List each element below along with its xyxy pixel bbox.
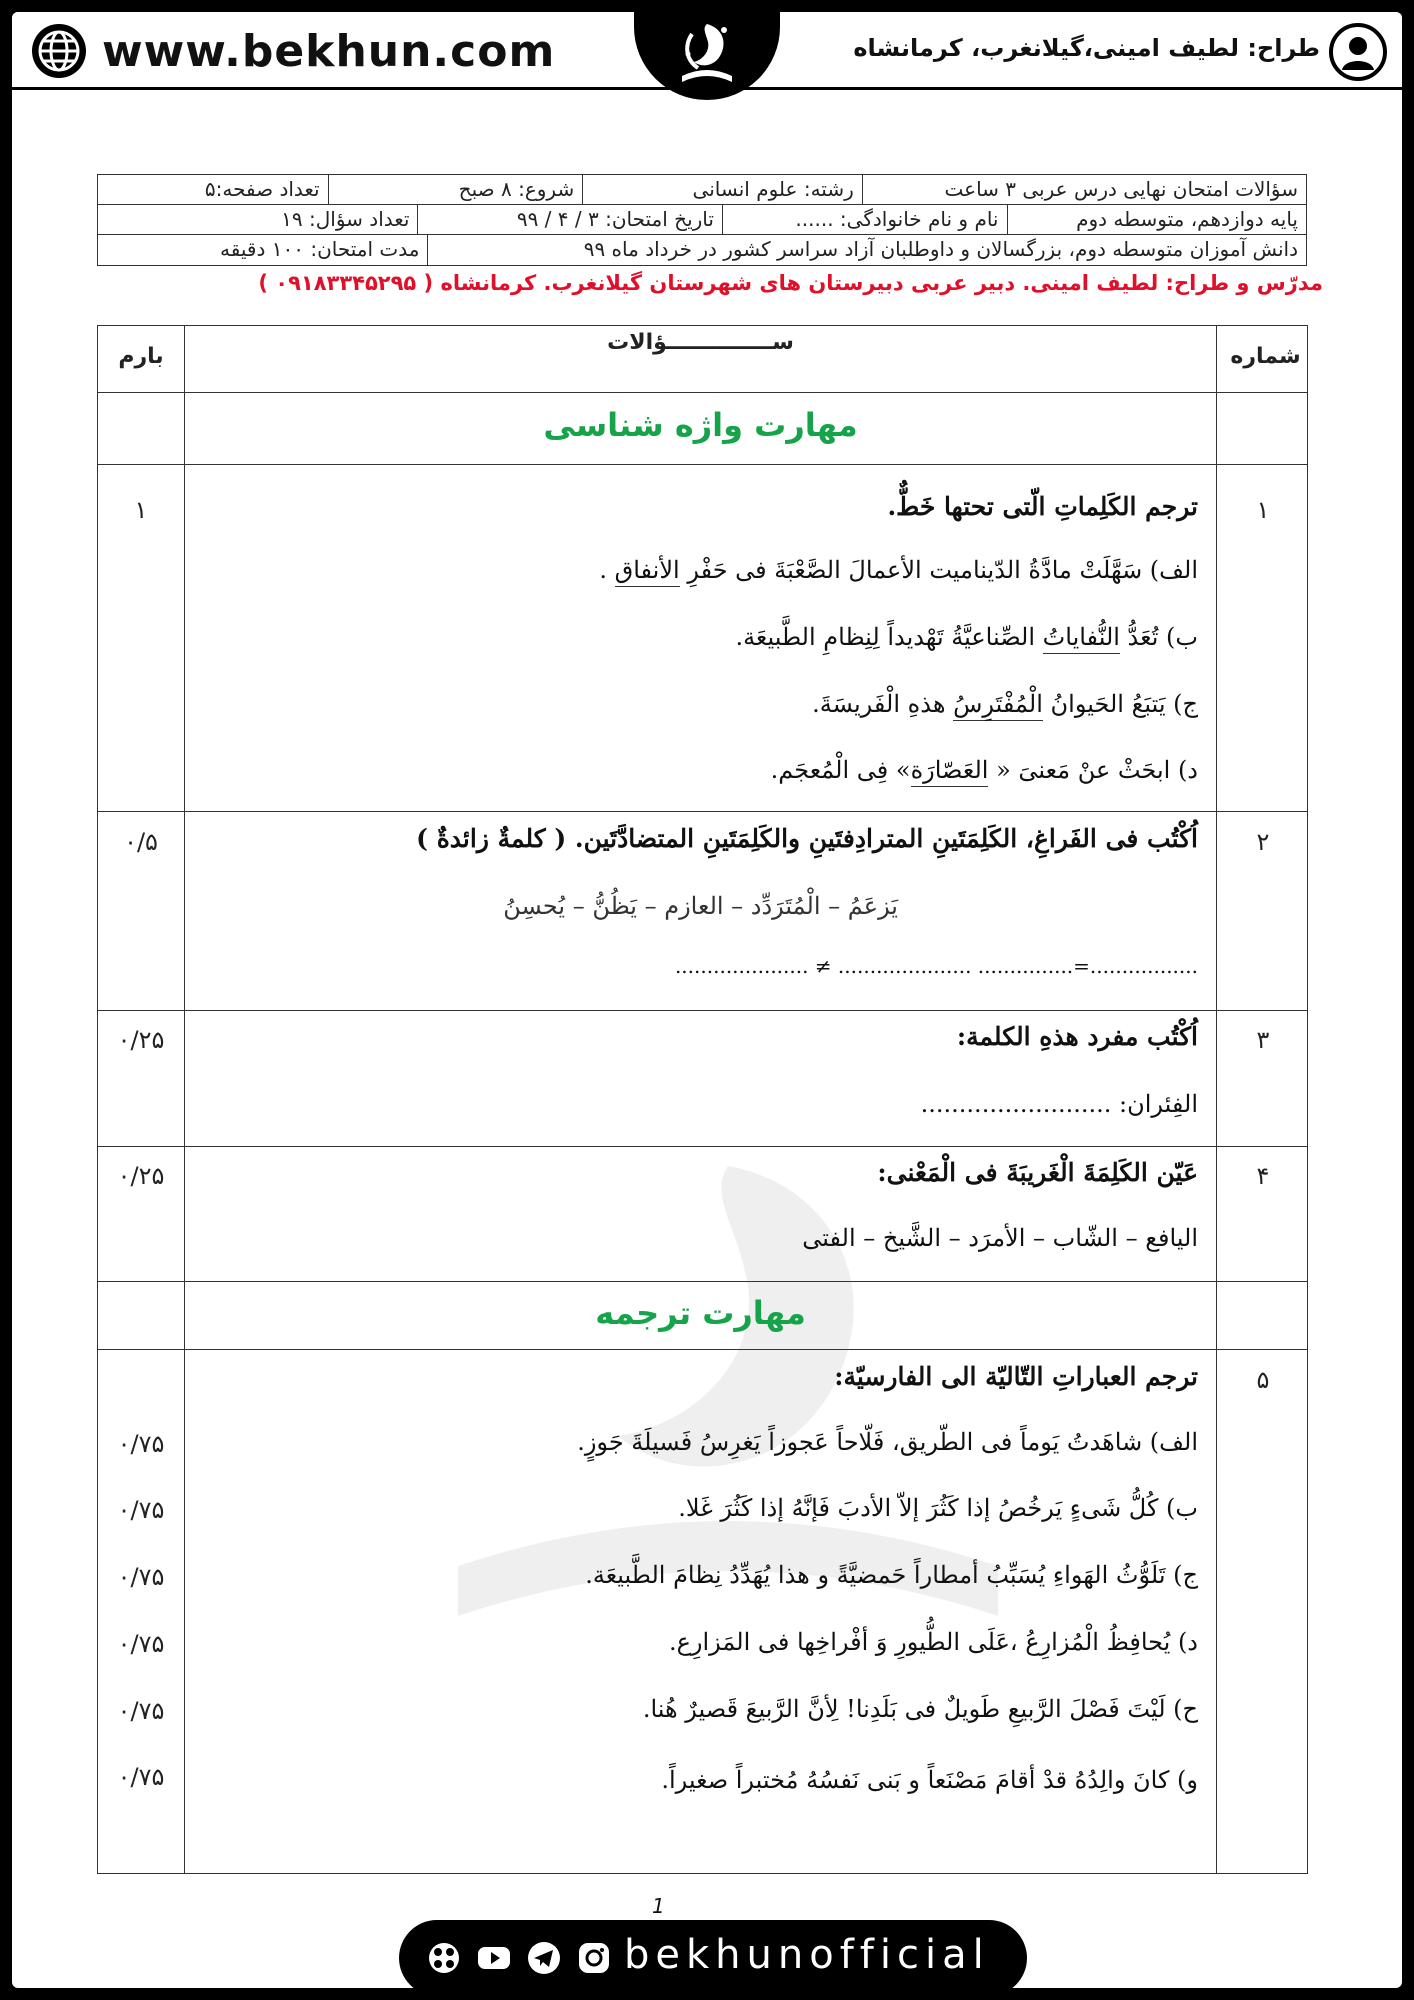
question-title: اُکْتُب فی الفَراغِ، الکَلِمَتَینِ المترادِفتَینِ والکَلِمَتَینِ المتضادَّتَین. ( کلمةٌ زائدةٌ )	[416, 824, 1198, 853]
question-title: عَیّن الکَلِمَةَ الْغَریبَةَ فی الْمَعْنی:	[877, 1158, 1198, 1187]
question-number: ۳	[1256, 1026, 1270, 1054]
question-line: د) یُحافِظُ الْمُزارِعُ ،عَلَی الطُّیورِ وَ أفْراخِها فی المَزارِع.	[668, 1628, 1198, 1656]
column-divider	[184, 326, 185, 1873]
site-url[interactable]: www.bekhun.com	[102, 26, 556, 77]
header-number: شماره	[1230, 344, 1301, 369]
questions-table	[97, 325, 1308, 1874]
line-text: الصِّناعیَّةُ تَهْدیداً لِنِظامِ الطَّبیعَة.	[735, 623, 1043, 651]
designer-credit: طراح: لطیف امینی،گیلانغرب، کرمانشاه	[853, 34, 1320, 62]
info-cell: تاریخ امتحان: ۳ / ۴ / ۹۹	[417, 205, 722, 234]
question-score: ۰/۷۵	[117, 1697, 165, 1725]
info-cell: تعداد سؤال: ۱۹	[281, 207, 410, 231]
logo-book-icon	[662, 16, 752, 96]
question-title: ترجم العباراتِ التّالیّة الی الفارسیّة:	[834, 1362, 1198, 1391]
info-cell: تعداد صفحه:۵	[204, 177, 320, 201]
row-divider	[98, 464, 1307, 465]
header-score: بارم	[118, 344, 164, 369]
teacher-credit: مدرّس و طراح: لطیف امینی. دبیر عربی دبیرستان های شهرستان گیلانغرب. کرمانشاه ( ۰۹۱۸۳۳۴۵۲۹۵ )	[258, 271, 1323, 295]
youtube-icon[interactable]	[475, 1939, 513, 1977]
line-text: ج) یَتبَعُ الحَیوانُ	[1042, 690, 1198, 718]
question-score: ۰/۷۵	[117, 1763, 165, 1791]
question-number: ۱	[1256, 496, 1270, 524]
header-bar	[12, 12, 1402, 90]
question-score: ۰/۷۵	[117, 1430, 165, 1458]
row-divider	[98, 392, 1307, 393]
question-line: و) کانَ والِدُهُ قدْ أقامَ مَصْنَعاً و بَنی نَفسُهُ مُختبراً صغیراً.	[661, 1766, 1198, 1794]
row-divider	[98, 811, 1307, 812]
info-row	[98, 205, 1306, 235]
globe-icon	[30, 22, 88, 80]
social-footer	[399, 1920, 1027, 1988]
instagram-icon[interactable]	[575, 1939, 613, 1977]
line-text: د) ابحَثْ عنْ مَعنیَ «	[988, 756, 1198, 784]
underlined-word: الأنفاق	[615, 556, 680, 587]
question-line: الف) شاهَدتُ یَوماً فی الطّریق، فَلّاحاً عَجوزاً یَغرِسُ فَسیلَةَ جَوزٍ.	[577, 1428, 1198, 1456]
user-avatar-icon	[1328, 22, 1388, 82]
question-score: ۰/۷۵	[117, 1563, 165, 1591]
word-bank: یَزعَمُ – الْمُتَرَدِّد – العازم – یَظُنُّ – یُحسِنُ	[503, 892, 898, 920]
info-cell: پایه دوازدهم، متوسطه دوم	[1007, 205, 1307, 234]
social-handle[interactable]: bekhunofficial	[624, 1932, 990, 1978]
question-line[interactable]: الفِئران: .........................	[920, 1090, 1198, 1118]
question-number: ۲	[1256, 828, 1270, 856]
info-row	[98, 175, 1306, 205]
question-score: ۱	[134, 496, 148, 524]
exam-page	[12, 12, 1402, 1988]
row-divider	[98, 1281, 1307, 1282]
answer-blanks[interactable]: .................=............... ..................... ≠ .....................	[674, 954, 1198, 978]
bekhun-logo	[634, 12, 780, 100]
info-cell: مدت امتحان: ۱۰۰ دقیقه	[220, 237, 420, 261]
row-divider	[98, 1146, 1307, 1147]
question-line: ح) لَیْتَ فَصْلَ الرَّبیعِ طَویلٌ فی بَلَدِنا! لِأنَّ الرَّبیعَ قَصیرٌ هُنا.	[642, 1695, 1198, 1723]
info-cell: سؤالات امتحان نهایی درس عربی ۳ ساعت	[862, 175, 1306, 204]
question-line	[198, 690, 1198, 718]
question-line: ج) تَلَوُّثُ الهَواءِ یُسَبِّبُ أمطاراً حَمضیَّةً و هذا یُهَدِّدُ نِظامَ الطَّبیعَة.	[585, 1561, 1198, 1589]
question-title: اُکْتُب مفرد هذهِ الکلمة:	[956, 1022, 1198, 1051]
question-score: ۰/۷۵	[117, 1496, 165, 1524]
column-divider	[1216, 326, 1217, 1873]
telegram-icon[interactable]	[525, 1939, 563, 1977]
question-number: ۴	[1256, 1162, 1270, 1190]
underlined-word: الْمُفْتَرِسُ	[953, 690, 1043, 721]
underlined-word: العَصّارَة	[911, 756, 989, 787]
question-number: ۵	[1256, 1366, 1270, 1394]
line-text: هذهِ الْفَریسَةَ.	[812, 690, 954, 718]
line-text: الف) سَهَّلَتْ مادَّةُ الدّینامیت الأعمالَ الصَّعْبَةَ فی حَفْرِ	[679, 556, 1198, 584]
row-divider	[98, 1349, 1307, 1350]
question-line	[198, 556, 1198, 584]
section-title-translation: مهارت ترجمه	[595, 1294, 806, 1332]
page-number: 1	[652, 1894, 665, 1918]
question-line: ب) کُلُّ شَیءٍ یَرخُصُ إذا کَثُرَ إلاّ الأدبَ فَإنَّهُ إذا کَثُرَ غَلا.	[678, 1494, 1198, 1522]
question-line	[198, 623, 1198, 651]
header-questions: ســــــــــــــؤالات	[607, 330, 794, 355]
question-line	[198, 756, 1198, 784]
question-line: الیافع – الشّاب – الأمرَد – الشَّیخ – الفتی	[802, 1224, 1198, 1252]
question-title: ترجم الکَلِماتِ الّتی تحتها خَطٌّ.	[887, 492, 1198, 521]
exam-info-table	[97, 174, 1307, 266]
question-score: ۰/۵	[124, 828, 158, 856]
info-row	[98, 235, 1306, 265]
line-text: ب) تُعَدُّ	[1119, 623, 1198, 651]
line-text: .	[599, 556, 615, 584]
aparat-icon[interactable]	[425, 1939, 463, 1977]
section-title-vocab: مهارت واژه شناسی	[543, 406, 858, 444]
row-divider	[98, 1010, 1307, 1011]
question-score: ۰/۲۵	[117, 1026, 165, 1054]
line-text: » فِی الْمُعجَم.	[770, 756, 911, 784]
underlined-word: النُّفایاتُ	[1043, 623, 1120, 654]
info-cell: رشته: علوم انسانی	[582, 175, 862, 204]
info-cell: نام و نام خانوادگی: ......	[722, 205, 1007, 234]
question-score: ۰/۷۵	[117, 1630, 165, 1658]
info-cell: شروع: ۸ صبح	[328, 175, 583, 204]
info-cell: دانش آموزان متوسطه دوم، بزرگسالان و داوطلبان آزاد سراسر کشور در خرداد ماه ۹۹	[427, 235, 1306, 265]
question-score: ۰/۲۵	[117, 1162, 165, 1190]
